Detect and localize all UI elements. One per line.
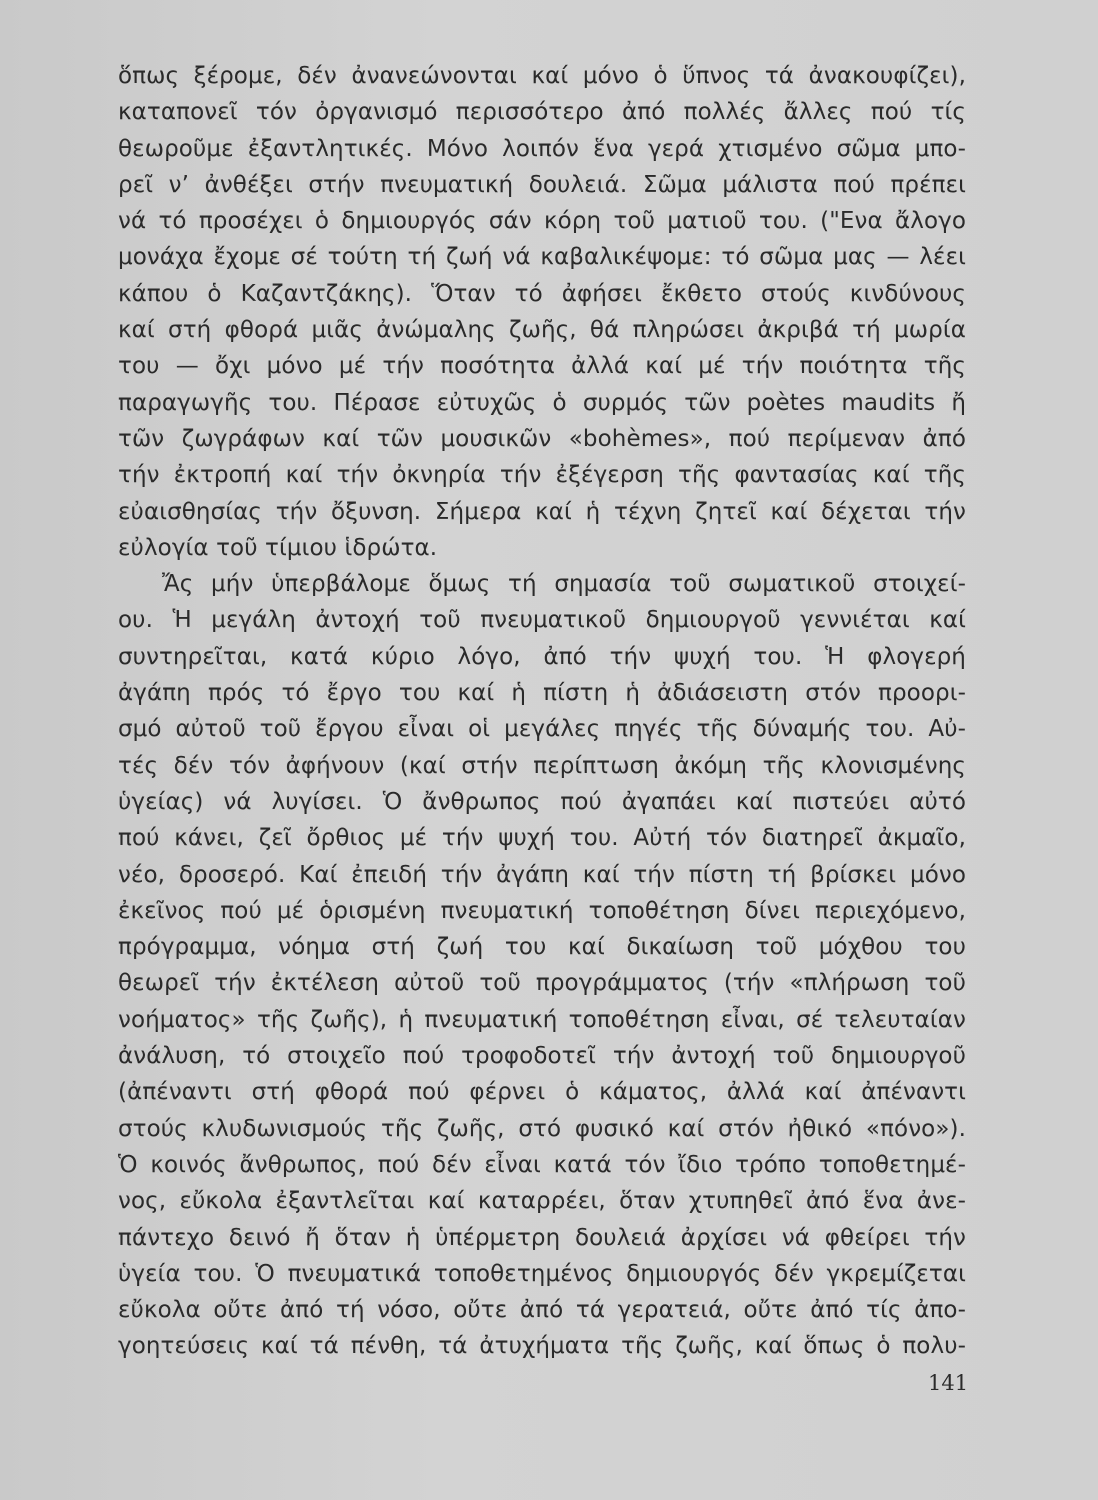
text-line: πάντεχο δεινό ἤ ὅταν ἡ ὑπέρμετρη δουλειά ἀρχίσει νά φθείρει τήν <box>118 1224 966 1251</box>
text-line: μονάχα ἔχομε σέ τούτη τή ζωή νά καβαλικέψομε: τό σῶμα μας — λέει <box>118 244 966 271</box>
text-line: εὔκολα οὔτε ἀπό τή νόσο, οὔτε ἀπό τά γερατειά, οὔτε ἀπό τίς ἀπο- <box>118 1297 966 1324</box>
text-line: ὅπως ξέρομε, δέν ἀνανεώνονται καί μόνο ὁ ὕπνος τά ἀνακουφίζει), <box>118 63 966 89</box>
text-line: θεωροῦμε ἐξαντλητικές. Μόνο λοιπόν ἕνα γερά χτισμένο σῶμα μπο- <box>118 135 966 162</box>
text-line: σμό αὐτοῦ τοῦ ἔργου εἶναι οἱ μεγάλες πηγές τῆς δύναμής του. Αὐ- <box>118 716 966 743</box>
text-line: τήν ἐκτροπή καί τήν ὀκνηρία τήν ἐξέγερση τῆς φαντασίας καί τῆς <box>118 462 966 489</box>
text-line: τές δέν τόν ἀφήνουν (καί στήν περίπτωση ἀκόμη τῆς κλονισμένης <box>118 752 966 779</box>
text-line: καί στή φθορά μιᾶς ἀνώμαλης ζωῆς, θά πληρώσει ἀκριβά τή μωρία <box>118 317 966 344</box>
text-line: εὐλογία τοῦ τίμιου ἱδρώτα. <box>118 534 438 561</box>
text-line: ου. Ἡ μεγάλη ἀντοχή τοῦ πνευματικοῦ δημιουργοῦ γεννιέται καί <box>118 607 966 634</box>
text-line: παραγωγῆς του. Πέρασε εὐτυχῶς ὁ συρμός τῶν poètes maudits ἤ <box>118 389 966 416</box>
text-line: συντηρεῖται, κατά κύριο λόγο, ἀπό τήν ψυχή του. Ἡ φλογερή <box>118 643 966 670</box>
text-line: γοητεύσεις καί τά πένθη, τά ἀτυχήματα τῆς ζωῆς, καί ὅπως ὁ πολυ- <box>118 1333 966 1360</box>
text-line: νος, εὔκολα ἐξαντλεῖται καί καταρρέει, ὅταν χτυπηθεῖ ἀπό ἕνα ἀνε- <box>118 1188 966 1215</box>
text-line: πρόγραμμα, νόημα στή ζωή του καί δικαίωση τοῦ μόχθου του <box>118 934 966 961</box>
text-line: κάπου ὁ Καζαντζάκης). Ὅταν τό ἀφήσει ἔκθετο στούς κινδύνους <box>118 280 966 307</box>
text-line: του — ὄχι μόνο μέ τήν ποσότητα ἀλλά καί μέ τήν ποιότητα τῆς <box>118 353 966 380</box>
body-text <box>118 58 966 1365</box>
text-line: ἀγάπη πρός τό ἔργο του καί ἡ πίστη ἡ ἀδιάσειστη στόν προορι- <box>118 680 966 707</box>
text-line: Ὁ κοινός ἄνθρωπος, πού δέν εἶναι κατά τόν ἴδιο τρόπο τοποθετημέ- <box>118 1151 966 1178</box>
page-number: 141 <box>928 1371 969 1395</box>
text-line: πού κάνει, ζεῖ ὄρθιος μέ τήν ψυχή του. Αὐτή τόν διατηρεῖ ἀκμαῖο, <box>118 825 966 852</box>
text-line: ρεῖ ν’ ἀνθέξει στήν πνευματική δουλειά. Σῶμα μάλιστα πού πρέπει <box>118 171 966 198</box>
text-line: καταπονεῖ τόν ὀργανισμό περισσότερο ἀπό πολλές ἄλλες πού τίς <box>118 99 966 126</box>
text-line: ὑγεία του. Ὁ πνευματικά τοποθετημένος δημιουργός δέν γκρεμίζεται <box>118 1260 966 1287</box>
text-line: ἀνάλυση, τό στοιχεῖο πού τροφοδοτεῖ τήν ἀντοχή τοῦ δημιουργοῦ <box>118 1043 966 1070</box>
text-line: νοήματος» τῆς ζωῆς), ἡ πνευματική τοποθέτηση εἶναι, σέ τελευταίαν <box>118 1006 966 1033</box>
text-line: νέο, δροσερό. Καί ἐπειδή τήν ἀγάπη καί τήν πίστη τή βρίσκει μόνο <box>118 861 966 888</box>
text-line: νά τό προσέχει ὁ δημιουργός σάν κόρη τοῦ ματιοῦ του. ("Ενα ἄλογο <box>118 208 966 235</box>
text-line: ἐκεῖνος πού μέ ὁρισμένη πνευματική τοποθέτηση δίνει περιεχόμενο, <box>118 897 966 924</box>
text-line: θεωρεῖ τήν ἐκτέλεση αὐτοῦ τοῦ προγράμματος (τήν «πλήρωση τοῦ <box>118 970 966 997</box>
text-line: εὐαισθησίας τήν ὄξυνση. Σήμερα καί ἡ τέχνη ζητεῖ καί δέχεται τήν <box>118 498 966 525</box>
text-line: (ἀπέναντι στή φθορά πού φέρνει ὁ κάματος, ἀλλά καί ἀπέναντι <box>118 1079 966 1106</box>
text-line: ὑγείας) νά λυγίσει. Ὁ ἄνθρωπος πού ἀγαπάει καί πιστεύει αὐτό <box>118 788 966 815</box>
text-line: τῶν ζωγράφων καί τῶν μουσικῶν «bohèmes», πού περίμεναν ἀπό <box>118 425 966 452</box>
text-line: στούς κλυδωνισμούς τῆς ζωῆς, στό φυσικό καί στόν ἠθικό «πόνο»). <box>118 1115 966 1142</box>
text-line: Ἄς μήν ὑπερβάλομε ὅμως τή σημασία τοῦ σωματικοῦ στοιχεί- <box>162 571 966 598</box>
